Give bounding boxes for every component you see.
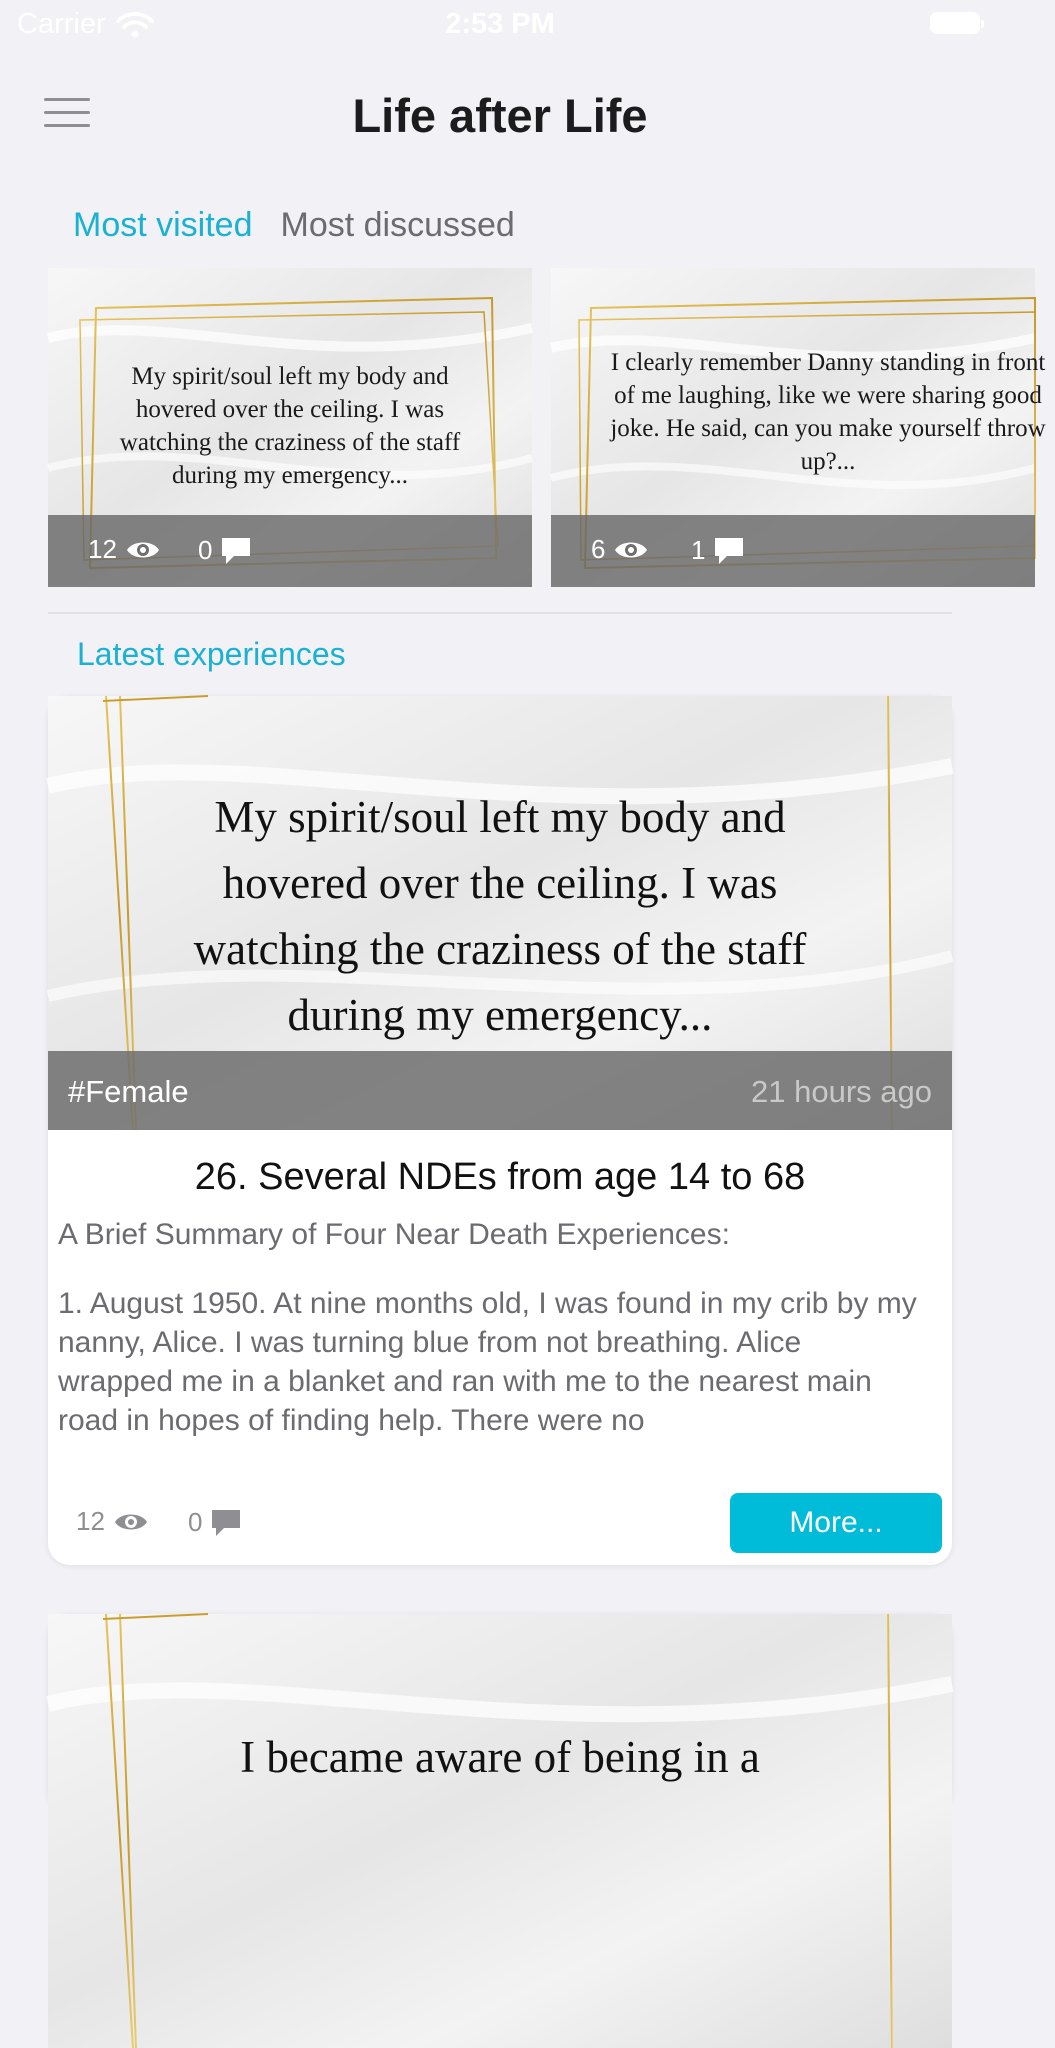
comments-stat [691,534,745,566]
page-title: Life after Life [352,89,648,142]
post-time: 21 hours ago [751,1074,932,1109]
tab-bar [73,206,515,245]
latest-experiences-title: Latest experiences [77,636,346,672]
comment-icon [220,534,252,566]
eye-icon [125,538,161,562]
experience-card[interactable] [48,696,952,1565]
top-card-quote: My spirit/soul left my body and hovered over the ceiling. I was watching the craziness of the staff during my emergency... [119,363,461,489]
views-stat [591,534,649,565]
eye-icon [113,1510,149,1534]
experience-quote: My spirit/soul left my body and hovered over the ceiling. I was watching the craziness of the staff during my emergency... [193,792,807,1040]
experience-hero [48,696,952,1130]
status-bar [0,0,1000,50]
top-card-quote: I clearly remember Danny standing in front of me laughing, like we were sharing good joke. He said, can you make yourself throw up?... [610,349,1046,475]
top-card[interactable] [551,268,1046,587]
section-divider [48,612,952,614]
marble-background [48,1614,952,2048]
experience-body: 1. August 1950. At nine months old, I was found in my crib by my nanny, Alice. I was turning blue from not breathing. Alice wrapped me in a blanket and ran with me to the nearest main road in hopes of finding help. There were no [58,1287,917,1437]
experience-subtitle: A Brief Summary of Four Near Death Experiences: [58,1218,730,1251]
views-count: 12 [88,534,117,564]
comments-stat [188,1506,242,1538]
views-stat [76,1506,149,1537]
tab-most-visited[interactable]: Most visited [73,206,253,244]
comments-count: 1 [691,534,706,565]
tab-most-discussed[interactable]: Most discussed [280,206,515,244]
gender-tag[interactable]: #Female [68,1074,189,1109]
views-stat [88,534,161,565]
views-count: 6 [591,534,606,564]
comments-count: 0 [188,1506,203,1537]
experience-quote: I became aware of being in a [240,1732,760,1782]
top-card[interactable] [48,268,532,587]
comment-icon [713,534,745,566]
experience-card[interactable] [48,1614,952,1814]
experience-hero [48,1614,952,2048]
more-button[interactable]: More... [730,1493,942,1553]
top-experiences-carousel[interactable] [48,268,1046,588]
battery-icon [930,12,980,34]
comments-stat [198,534,252,566]
experience-title: 26. Several NDEs from age 14 to 68 [194,1156,806,1198]
comment-icon [210,1506,242,1538]
carrier-label: Carrier [17,8,106,40]
eye-icon [613,538,649,562]
status-time: 2:53 PM [445,8,555,40]
comments-count: 0 [198,534,213,565]
views-count: 12 [76,1506,105,1536]
